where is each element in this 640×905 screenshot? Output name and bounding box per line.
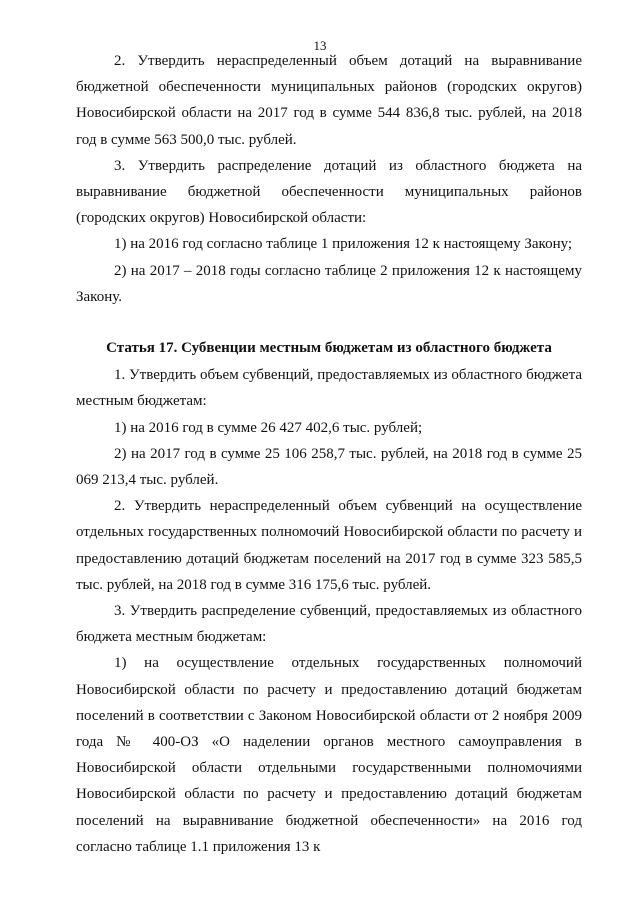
- paragraph: 2. Утвердить нераспределенный объем субвенций на осуществление отдельных государственных полномочий Новосибирской области по расчету и предоставлению дотаций бюджетам поселений на 2017 год в сумме 323 585,5 тыс. рублей, на 2018 год в сумме 316 175,6 тыс. рублей.: [76, 498, 582, 593]
- article-heading: Статья 17. Субвенции местным бюджетам из областного бюджета: [106, 340, 552, 357]
- paragraph: 1) на осуществление отдельных государственных полномочий Новосибирской области по расчету и предоставлению дотаций бюджетам поселений в соответствии с Законом Новосибирской области от 2 ноября 2009 года № 400-ОЗ «О наделении органов местного самоуправления в Новосибирской области отдельными государственными полномочиями Новосибирской области по расчету и предоставлению дотаций бюджетам поселений на выравнивание бюджетной обеспеченности» на 2016 год согласно таблице 1.1 приложения 13 к: [76, 655, 582, 855]
- paragraph: 3. Утвердить распределение дотаций из областного бюджета на выравнивание бюджетной обеспеченности муниципальных районов (городских округов) Новосибирской области:: [76, 157, 582, 227]
- page-number: 13: [313, 38, 327, 53]
- paragraph: 2) на 2017 год в сумме 25 106 258,7 тыс. рублей, на 2018 год в сумме 25 069 213,4 тыс. рублей.: [76, 445, 582, 489]
- page-content: [76, 48, 582, 860]
- paragraph: 1) на 2016 год в сумме 26 427 402,6 тыс. рублей;: [114, 419, 423, 436]
- paragraph: 2. Утвердить нераспределенный объем дотаций на выравнивание бюджетной обеспеченности муниципальных районов (городских округов) Новосибирской области на 2017 год в сумме 544 836,8 тыс. рублей, на 2018 год в сумме 563 500,0 тыс. рублей.: [76, 53, 582, 148]
- paragraph: 3. Утвердить распределение субвенций, предоставляемых из областного бюджета местным бюджетам:: [76, 603, 582, 646]
- paragraph: 2) на 2017 – 2018 годы согласно таблице 2 приложения 12 к настоящему Закону.: [76, 262, 582, 305]
- paragraph: 1) на 2016 год согласно таблице 1 приложения 12 к настоящему Закону;: [114, 236, 573, 253]
- paragraph: 1. Утвердить объем субвенций, предоставляемых из областного бюджета местным бюджетам:: [76, 367, 582, 410]
